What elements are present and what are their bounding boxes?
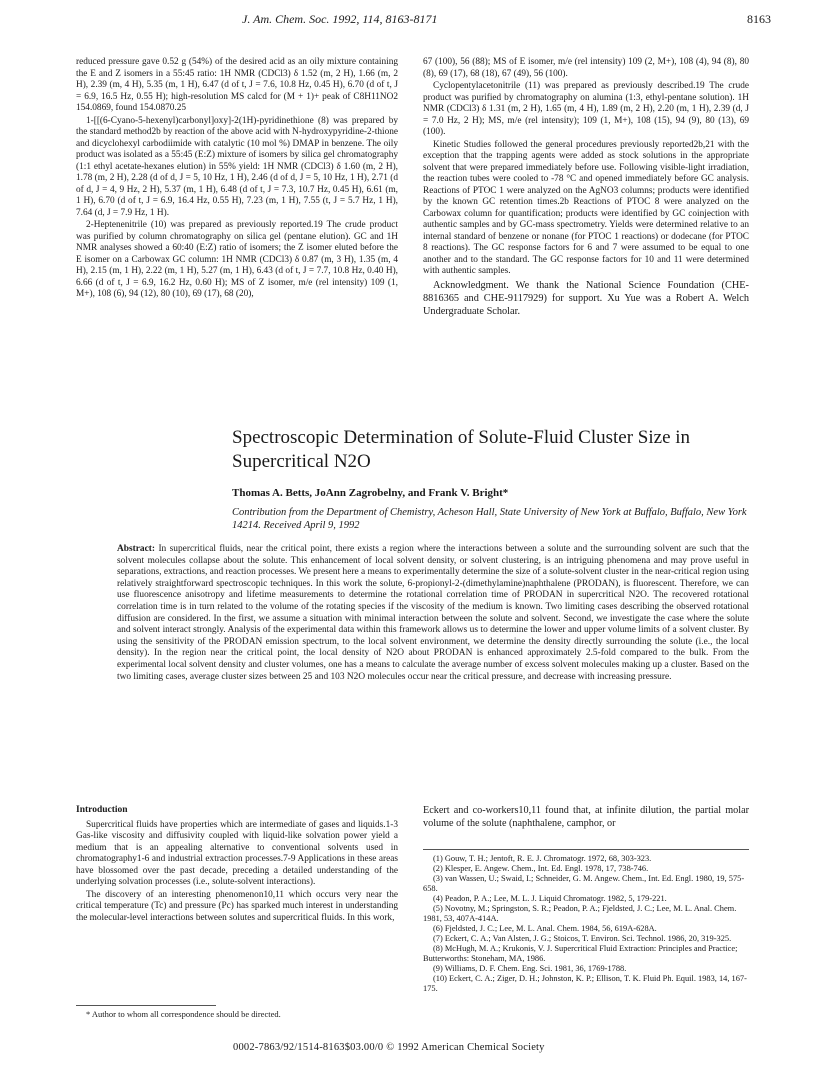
reference: (8) McHugh, M. A.; Krukonis, V. J. Supercritical Fluid Extraction: Principles and Practice; Butterworths: Stoneham, MA, 1986. [423, 944, 738, 963]
paragraph: 2-Heptenenitrile (10) was prepared as previously reported.19 The crude product was purified by column chromatography on silica gel (pentane elution). GC and 1H NMR analyses showed a 60:40 (E:Z) ratio of isomers; the Z isomer eluted before the E isomer on a Carbowax GC column: 1H NMR (CDCl3) δ 0.87 (m, 3 H), 1.35 (m, 4 H), 2.15 (m, 1 H), 2.22 (m, 1 H), 5.27 (m, 1 H), 6.43 (d of t, J = 7.7, 10.8 Hz, 0.40 H), 6.66 (d of t, J = 6.9, 16.2 Hz, 0.60 H); MS of Z isomer, m/e (rel intensity) 109 (1, M+), 108 (6), 94 (12), 80 (10), 69 (17), 68 (20), [76, 220, 398, 299]
paragraph: 67 (100), 56 (88); MS of E isomer, m/e (rel intensity) 109 (2, M+), 108 (4), 94 (8), 80 (8), 69 (17), 68 (18), 67 (49), 56 (100). [423, 57, 749, 79]
acknowledgment: Acknowledgment. We thank the National Science Foundation (CHE-8816365 and CHE-9117929) for support. Xu Yue was a Robert A. Welch Undergraduate Scholar. [423, 279, 749, 317]
section-heading: Introduction [76, 805, 128, 815]
reference: (6) Fjeldsted, J. C.; Lee, M. L. Anal. Chem. 1984, 56, 619A-628A. [433, 924, 657, 933]
abstract [117, 544, 749, 683]
reference: (9) Williams, D. F. Chem. Eng. Sci. 1981, 36, 1769-1788. [433, 964, 627, 973]
reference: (10) Eckert, C. A.; Ziger, D. H.; Johnston, K. P.; Ellison, T. K. Fluid Ph. Equil. 1983, 14, 167-175. [423, 974, 747, 993]
article-affiliation: Contribution from the Department of Chemistry, Acheson Hall, State University of New York at Buffalo, Buffalo, New York 14214. Received April 9, 1992 [232, 507, 747, 531]
reference: (7) Eckert, C. A.; Van Alsten, J. G.; Stoicos, T. Environ. Sci. Technol. 1986, 20, 319-325. [433, 934, 732, 943]
references-list [423, 849, 749, 994]
paragraph: Cyclopentylacetonitrile (11) was prepared as previously described.19 The crude product was purified by chromatography on alumina (1:3, ethyl-pentane solution). 1H NMR (CDCl3) δ 1.31 (m, 2 H), 1.65 (m, 4 H), 1.89 (m, 2 H), 2.20 (m, 1 H), 2.39 (d, J = 7.0 Hz, 2 H); MS, m/e (rel intensity); 109 (1, M+), 108 (15), 94 (9), 80 (13), 69 (100). [423, 81, 749, 137]
introduction-section [76, 805, 398, 925]
paragraph: Kinetic Studies followed the general procedures previously reported2b,21 with the exception that the trapping agents were added as stock solutions in the appropriate solvent that were prepared immediately before use. Following visible-light irradiation, the reaction tubes were cooled to -78 °C and opened immediately before GC analysis. Reactions of PTOC 1 were analyzed on the AgNO3 columns; products were identified by the known GC retention times.2b Reactions of PTOC 8 were analyzed on the Carbowax column for quantification; products were identified by GC coinjection with authentic samples and by GC-mass spectrometry. Yields were determined relative to an internal standard of benzene or nonane (for PTOC 1 reactions) or dodecane (for PTOC 8 reactions). The GC response factors for 6 and 7 were assumed to be equal to one another and to the standard. The GC response factors for 10 and 11 were determined with authentic samples. [423, 139, 749, 276]
reference: (4) Peadon, P. A.; Lee, M. L. J. Liquid Chromatogr. 1982, 5, 179-221. [433, 894, 667, 903]
abstract-label: Abstract: [117, 544, 156, 554]
copyright-footer: 0002-7863/92/1514-8163$03.00/0 © 1992 American Chemical Society [233, 1042, 545, 1053]
introduction-continued: Eckert and co-workers10,11 found that, at infinite dilution, the partial molar volume of the solute (naphthalene, camphor, or [423, 805, 749, 829]
page-number: 8163 [747, 12, 771, 26]
correspondence-footnote: * Author to whom all correspondence should be directed. [86, 1009, 281, 1019]
reference: (5) Novotny, M.; Springston, S. R.; Peadon, P. A.; Fjeldsted, J. C.; Lee, M. L. Anal. Chem. 1981, 53, 407A-414A. [423, 904, 737, 923]
paragraph: 1-[[(6-Cyano-5-hexenyl)carbonyl]oxy]-2(1H)-pyridinethione (8) was prepared by the standard method2b by reaction of the above acid with N-hydroxypyridine-2-thione and dicyclohexyl carbodiimide with catalytic (10 mol %) DMAP in benzene. The oily product was isolated as a 55:45 (E:Z) mixture of isomers by silica gel chromatography (1:1 ethyl acetate-hexanes elution) in 55% yield: 1H NMR (CDCl3) δ 1.60 (m, 2 H), 1.78 (m, 2 H), 2.28 (d of d, J = 5, 10 Hz, 1 H), 2.46 (d of d, J = 5, 10 Hz, 1 H), 2.71 (d of d, J = 4, 9 Hz, 2 H), 5.37 (m, 1 H), 6.48 (d of t, J = 7.3, 10.7 Hz, 0.45 H), 6.61 (m, 1 H), 6.70 (d of t, J = 6.9, 16.4 Hz, 0.55 H), 7.23 (m, 1 H), 7.55 (t, J = 5.7 Hz, 1 H), 7.64 (d, J = 7.9 Hz, 1 H). [76, 115, 398, 218]
abstract-text: In supercritical fluids, near the critical point, there exists a region where the interactions between a solute and the surrounding solvent are such that the solvent molecules collapse about the solute. This enhancement of local solvent density, or solvent clustering, is an intriguing phenomena and may prove useful in separations, extractions, and reaction processes. We present here a means to experimentally determine the size of a solute-solvent cluster in the near-critical region using relatively straightforward spectroscopic techniques. In this work the solute, 6-propionyl-2-(dimethylamine)naphthalene (PRODAN), is fluorescent. Therefore, we can use fluorescence anisotropy and lifetime measurements to determine the rotational correlation time of PRODAN in supercritical N2O. The recovered rotational correlation time is in turn related to the volume of the rotating species if the viscosity of the medium is known. Two limiting cases describing the observed rotational diffusion are considered. In the first, we assume a situation with minimal interaction between the solute and solvent. Second, we investigate the case where the solute and solvent interact strongly. Analysis of the experimental data within this framework allows us to determine the lower and upper volume limits of a solvent cluster. By using the sensitivity of the PRODAN emission spectrum, to the local solvent environment, we determine the density directly surrounding the solute (i.e., the local density). In the region near the critical point, the local density of N2O about PRODAN is enhanced approximately 2.5-fold compared to the bulk. From the experimental local solvent density and cluster volumes, one has a means to calculate the average number of excess solvent molecules making up a cluster. Based on the two limiting cases, average cluster sizes between 25 and 103 N2O molecules occur near the critical pressure, and decrease with increasing pressure. [117, 544, 749, 682]
footnote-divider [76, 1005, 216, 1006]
reference: (3) van Wassen, U.; Swaid, I.; Schneider, G. M. Angew. Chem., Int. Ed. Engl. 1980, 19, 575-658. [423, 874, 745, 893]
paragraph: Supercritical fluids have properties which are intermediate of gases and liquids.1-3 Gas-like viscosity and diffusivity coupled with liquid-like solvation power yield a medium that is an appealing alternative to conventional solvents used in chromatography1-6 and industrial extraction processes.7-9 Applications in these areas have blossomed over the past decade, preceding a detailed understanding of the underlying solvation processes (i.e., solute-solvent interactions). [76, 819, 398, 887]
journal-header: J. Am. Chem. Soc. 1992, 114, 8163-8171 [242, 12, 438, 26]
article-title-line2: Supercritical N2O [232, 451, 371, 472]
right-column-experimental [423, 57, 749, 319]
article-authors: Thomas A. Betts, JoAnn Zagrobelny, and Frank V. Bright* [232, 487, 509, 499]
paragraph: reduced pressure gave 0.52 g (54%) of the desired acid as an oily mixture containing the E and Z isomers in a 55:45 ratio: 1H NMR (CDCl3) δ 1.52 (m, 2 H), 1.66 (m, 2 H), 2.39 (m, 4 H), 5.35 (m, 1 H), 6.47 (d of t, J = 7.6, 10.8 Hz, 0.45 H), 6.70 (d of t, J = 6.9, 16.5 Hz, 0.55 H); high-resolution MS calcd for (M + 1)+ peak of C8H11NO2 154.0869, found 154.0870.25 [76, 57, 398, 113]
article-title-line1: Spectroscopic Determination of Solute-Fluid Cluster Size in [232, 427, 691, 448]
reference: (2) Klesper, E. Angew. Chem., Int. Ed. Engl. 1978, 17, 738-746. [433, 864, 649, 873]
paragraph: The discovery of an interesting phenomenon10,11 which occurs very near the critical temperature (Tc) and pressure (Pc) has sparked much interest in understanding the molecular-level interactions between solutes and supercritical fluids. In this work, [76, 889, 398, 923]
reference: (1) Gouw, T. H.; Jentoft, R. E. J. Chromatogr. 1972, 68, 303-323. [433, 854, 652, 863]
left-column-experimental [76, 57, 398, 302]
article-title [232, 426, 752, 474]
